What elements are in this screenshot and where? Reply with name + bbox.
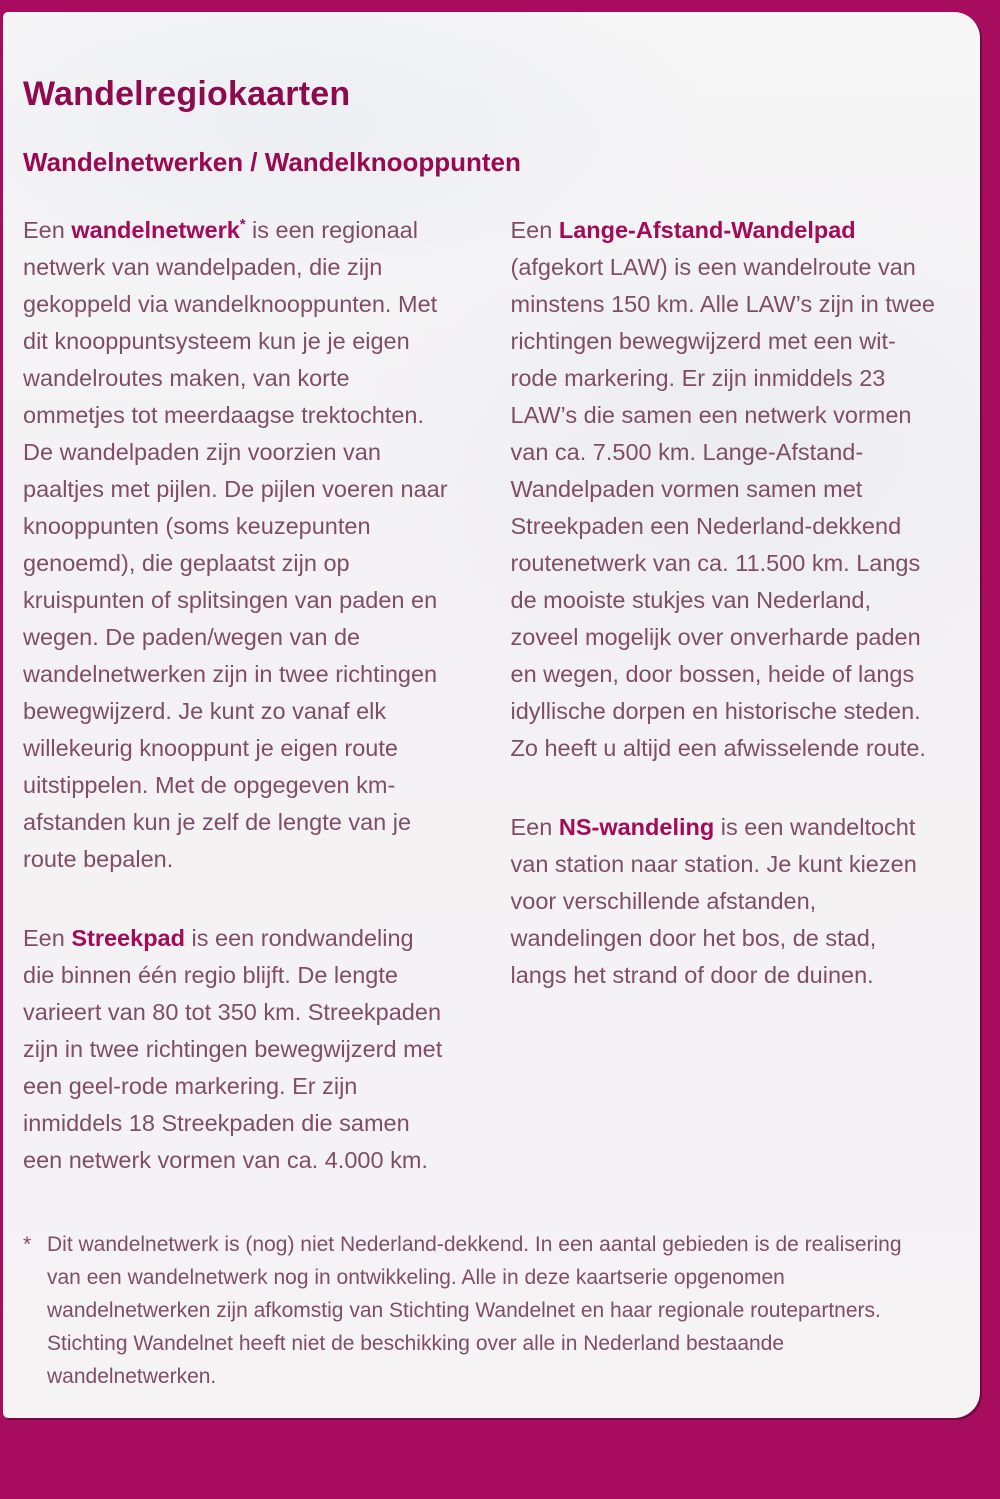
section-heading: Wandelnetwerken / Wandelknooppunten <box>23 147 521 177</box>
footnote-text: Dit wandelnetwerk is (nog) niet Nederland-dekkend. In een aantal gebieden is de realisering van een wandelnetwerk nog in ontwikkeling. Alle in deze kaartserie opgenomen wandelnetwerken zijn afkomstig van Stichting Wandelnet en haar regionale routepartners. Stichting Wandelnet heeft niet de beschikking over alle in Nederland bestaande wandelnetwerken. <box>47 1233 902 1388</box>
paragraph-body: is een regionaal netwerk van wandelpaden, die zijn gekoppeld via wandelknooppunten. Met dit knooppuntsysteem kun je je eigen wandelroutes maken, van korte ommetjes tot meerdaagse trektochten. De wandelpaden zijn voorzien van paaltjes met pijlen. De pijlen voeren naar knooppunten (soms keuzepunten genoemd), die geplaatst zijn op kruispunten of splitsingen van paden en wegen. De paden/wegen van de wandelnetwerken zijn in twee richtingen bewegwijzerd. Je kunt zo vanaf elk willekeurig knooppunt je eigen route uitstippelen. Met de opgegeven km-afstanden kun je zelf de lengte van je route bepalen. <box>23 217 448 872</box>
page-content <box>3 12 980 1418</box>
footnote-asterisk: * <box>23 1233 32 1256</box>
page-title: Wandelregiokaarten <box>23 75 351 113</box>
term-ns-wandeling: NS-wandeling <box>558 814 715 840</box>
paper-sheet <box>3 12 980 1418</box>
paragraph-body: is een wandeltocht van station naar station. Je kunt kiezen voor verschillende afstanden, wandelingen door het bos, de stad, langs het strand of door de duinen. <box>510 814 917 988</box>
footnote-marker-ref: * <box>239 217 246 234</box>
paragraph-ns-wandeling <box>511 809 937 994</box>
paragraph-prefix: Een <box>510 814 559 840</box>
paragraph-body: is een rondwandeling die binnen één regio blijft. De lengte varieert van 80 tot 350 km. Streekpaden zijn in twee richtingen bewegwijzerd met een geel-rode markering. Er zijn inmiddels 18 Streekpaden die samen een netwerk vormen van ca. 4.000 km. <box>23 925 443 1173</box>
paragraph-prefix: Een <box>23 925 72 951</box>
right-column <box>511 212 937 1221</box>
term-lange-afstand-wandelpad: Lange-Afstand-Wandelpad <box>558 217 856 243</box>
paragraph-wandelnetwerk <box>23 212 449 878</box>
paragraph-prefix: Een <box>510 217 559 243</box>
left-column <box>23 212 449 1221</box>
footnote <box>23 1228 930 1393</box>
paragraph-prefix: Een <box>23 217 72 243</box>
paragraph-streekpad <box>23 920 449 1179</box>
term-wandelnetwerk: wandelnetwerk <box>71 217 240 243</box>
two-column-text <box>23 212 936 1221</box>
term-streekpad: Streekpad <box>71 925 185 951</box>
paragraph-body: (afgekort LAW) is een wandelroute van minstens 150 km. Alle LAW’s zijn in twee richtingen bewegwijzerd met een wit-rode markering. Er zijn inmiddels 23 LAW’s die samen een netwerk vormen van ca. 7.500 km. Lange-Afstand-Wandelpaden vormen samen met Streekpaden een Nederland-dekkend routenetwerk van ca. 11.500 km. Langs de mooiste stukjes van Nederland, zoveel mogelijk over onverharde paden en wegen, door bossen, heide of langs idyllische dorpen en historische steden. Zo heeft u altijd een afwisselende route. <box>510 254 935 761</box>
paragraph-law <box>511 212 937 767</box>
